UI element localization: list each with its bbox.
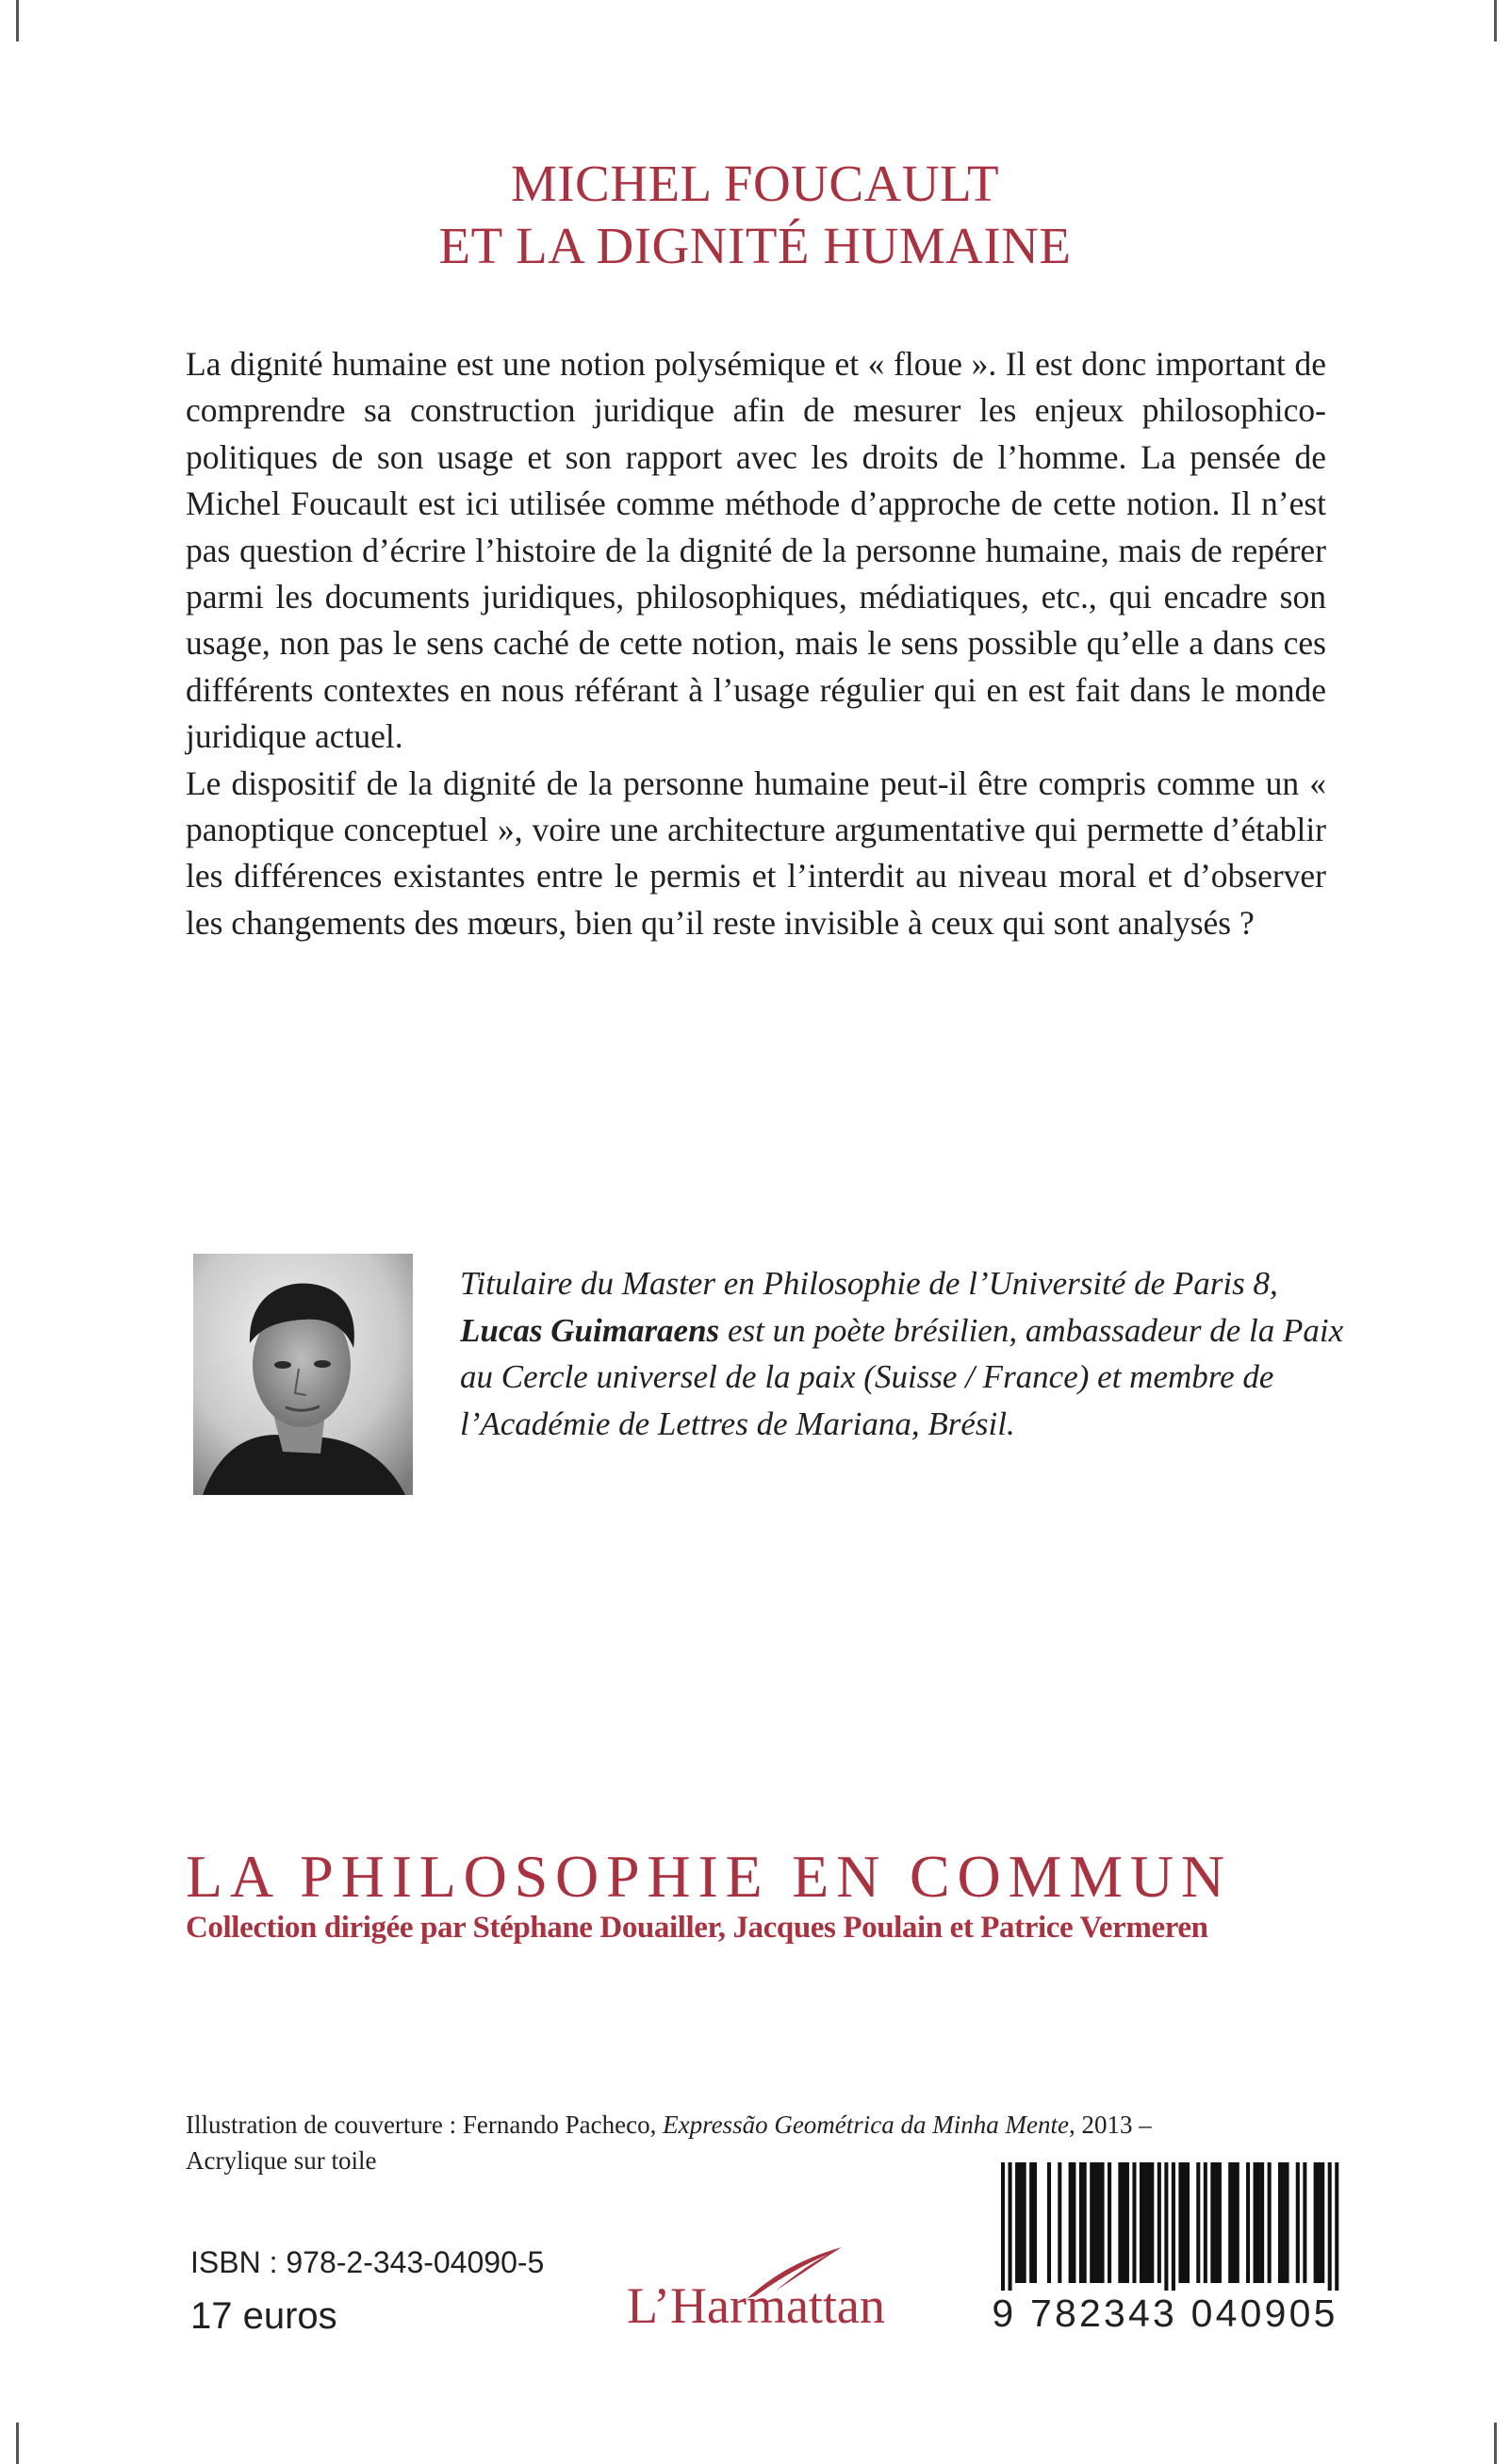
- barcode-bar: [1182, 2162, 1186, 2283]
- illustration-work-title: Expressão Geométrica da Minha Mente: [663, 2111, 1069, 2139]
- barcode-bar: [1150, 2162, 1154, 2283]
- barcode-bar: [1132, 2162, 1136, 2283]
- barcode-bar: [1072, 2162, 1075, 2283]
- isbn: ISBN : 978-2-343-04090-5: [190, 2245, 545, 2279]
- barcode-bar: [1285, 2162, 1288, 2283]
- barcode-bar: [1147, 2162, 1151, 2283]
- barcode-bar: [1101, 2162, 1105, 2283]
- barcode-bar: [1125, 2162, 1129, 2283]
- barcode-bar: [1157, 2162, 1161, 2283]
- author-bio-text: [460, 1260, 1346, 1447]
- barcode-bar: [1296, 2162, 1300, 2283]
- barcode-bar: [1108, 2162, 1111, 2283]
- barcode-bar: [1090, 2162, 1093, 2283]
- author-portrait-image: [193, 1254, 413, 1495]
- barcode-bar: [1083, 2162, 1087, 2283]
- barcode-bar: [1321, 2162, 1324, 2283]
- illustration-medium: Acrylique sur toile: [186, 2146, 377, 2175]
- crop-mark-top-right: [1494, 0, 1497, 41]
- barcode-bar: [1029, 2162, 1033, 2283]
- barcode-bar: [1218, 2162, 1222, 2283]
- barcode-bar: [1058, 2162, 1061, 2283]
- crop-mark-top-left: [16, 0, 19, 41]
- barcode-bar: [1278, 2162, 1282, 2283]
- author-bio: [460, 1260, 1346, 1447]
- barcode-bar: [1009, 2162, 1012, 2291]
- book-title: [0, 153, 1510, 277]
- barcode-bar: [1228, 2162, 1232, 2283]
- barcode-bars: [980, 2160, 1350, 2292]
- barcode-bar: [1097, 2162, 1101, 2283]
- barcode-bar: [1001, 2162, 1005, 2291]
- barcode-bar: [1047, 2162, 1051, 2283]
- barcode-bar: [1236, 2162, 1239, 2283]
- barcode-bar: [1254, 2162, 1257, 2283]
- barcode-bar: [1260, 2162, 1264, 2283]
- barcode-bar: [1172, 2162, 1175, 2291]
- barcode-bar: [1335, 2162, 1338, 2291]
- barcode-bar: [1196, 2162, 1200, 2283]
- author-name: Lucas Guimaraens: [460, 1311, 720, 1349]
- crop-mark-bottom-right: [1494, 2423, 1497, 2464]
- author-photo: [193, 1254, 413, 1495]
- barcode: [980, 2160, 1350, 2349]
- barcode-bar: [1232, 2162, 1236, 2283]
- barcode-bar: [1204, 2162, 1207, 2283]
- publisher-name: L’Harmattan: [627, 2277, 885, 2334]
- summary-paragraph-2: Le dispositif de la dignité de la personne humaine peut-il être compris comme un « panoptique conceptuel », voire une architecture argumentative qui permette d’établir les différences existantes entre le permis et l’interdit au niveau moral et d’observer les changements des mœurs, bien qu’il reste invisible à ceux qui sont analysés ?: [186, 764, 1326, 942]
- barcode-bar: [1268, 2162, 1272, 2283]
- barcode-bar: [1317, 2162, 1321, 2283]
- barcode-bar: [1314, 2162, 1318, 2283]
- barcode-bar: [1282, 2162, 1286, 2283]
- barcode-bar: [1186, 2162, 1190, 2283]
- barcode-bar: [1143, 2162, 1147, 2283]
- barcode-bar: [1118, 2162, 1122, 2283]
- crop-mark-bottom-left: [16, 2423, 19, 2464]
- illustration-credit-suffix: , 2013 –: [1069, 2111, 1152, 2139]
- barcode-bar: [1140, 2162, 1143, 2283]
- author-bio-rest: est un poète brésilien, ambassadeur de la Paix au Cercle universel de la paix (Suisse / France) et membre de l’Académie de Lettres de Mariana, Brésil.: [460, 1311, 1344, 1442]
- author-bio-intro: Titulaire du Master en Philosophie de l’Université de Paris 8,: [460, 1265, 1278, 1302]
- illustration-credit-prefix: Illustration de couverture : Fernando Pacheco,: [186, 2111, 664, 2139]
- barcode-bar: [1019, 2162, 1023, 2283]
- barcode-bar: [1164, 2162, 1168, 2291]
- barcode-bar: [1303, 2162, 1306, 2283]
- price: 17 euros: [190, 2295, 337, 2337]
- barcode-bar: [1210, 2162, 1214, 2283]
- barcode-bar: [1246, 2162, 1250, 2283]
- barcode-bar: [1033, 2162, 1037, 2283]
- barcode-bar: [1093, 2162, 1097, 2283]
- book-title-line-2: ET LA DIGNITÉ HUMAINE: [438, 217, 1072, 274]
- illustration-credit-line-1: [186, 2107, 1345, 2143]
- summary: [186, 341, 1326, 946]
- barcode-bar: [1122, 2162, 1125, 2283]
- barcode-bar: [1328, 2162, 1332, 2291]
- barcode-bar: [1023, 2162, 1026, 2283]
- barcode-digits: 9 782343 040905: [992, 2292, 1338, 2335]
- barcode-bar: [1214, 2162, 1218, 2283]
- collection-subtitle: Collection dirigée par Stéphane Douailler, Jacques Poulain et Patrice Vermeren: [186, 1911, 1208, 1945]
- collection-title: LA PHILOSOPHIE EN COMMUN: [186, 1843, 1232, 1910]
- book-title-line-1: MICHEL FOUCAULT: [510, 155, 1000, 212]
- barcode-bar: [1015, 2162, 1019, 2283]
- summary-paragraph-1: La dignité humaine est une notion polysémique et « floue ». Il est donc important de comprendre sa construction juridique afin de mesurer les enjeux philosophico-politiques de son usage et son rapport avec les droits de l’homme. La pensée de Michel Foucault est ici utilisée comme méthode d’approche de cette notion. Il n’est pas question d’écrire l’histoire de la dignité de la personne humaine, mais de repérer parmi les documents juridiques, philosophiques, médiatiques, etc., qui encadre son usage, non pas le sens caché de cette notion, mais le sens possible qu’elle a dans ces différents contextes en nous référant à l’usage régulier qui en est fait dans le monde juridique actuel.: [186, 345, 1326, 756]
- barcode-bar: [1069, 2162, 1073, 2283]
- publisher-logo: [627, 2243, 919, 2338]
- barcode-bar: [1178, 2162, 1182, 2283]
- barcode-bar: [1079, 2162, 1083, 2283]
- barcode-bar: [1256, 2162, 1260, 2283]
